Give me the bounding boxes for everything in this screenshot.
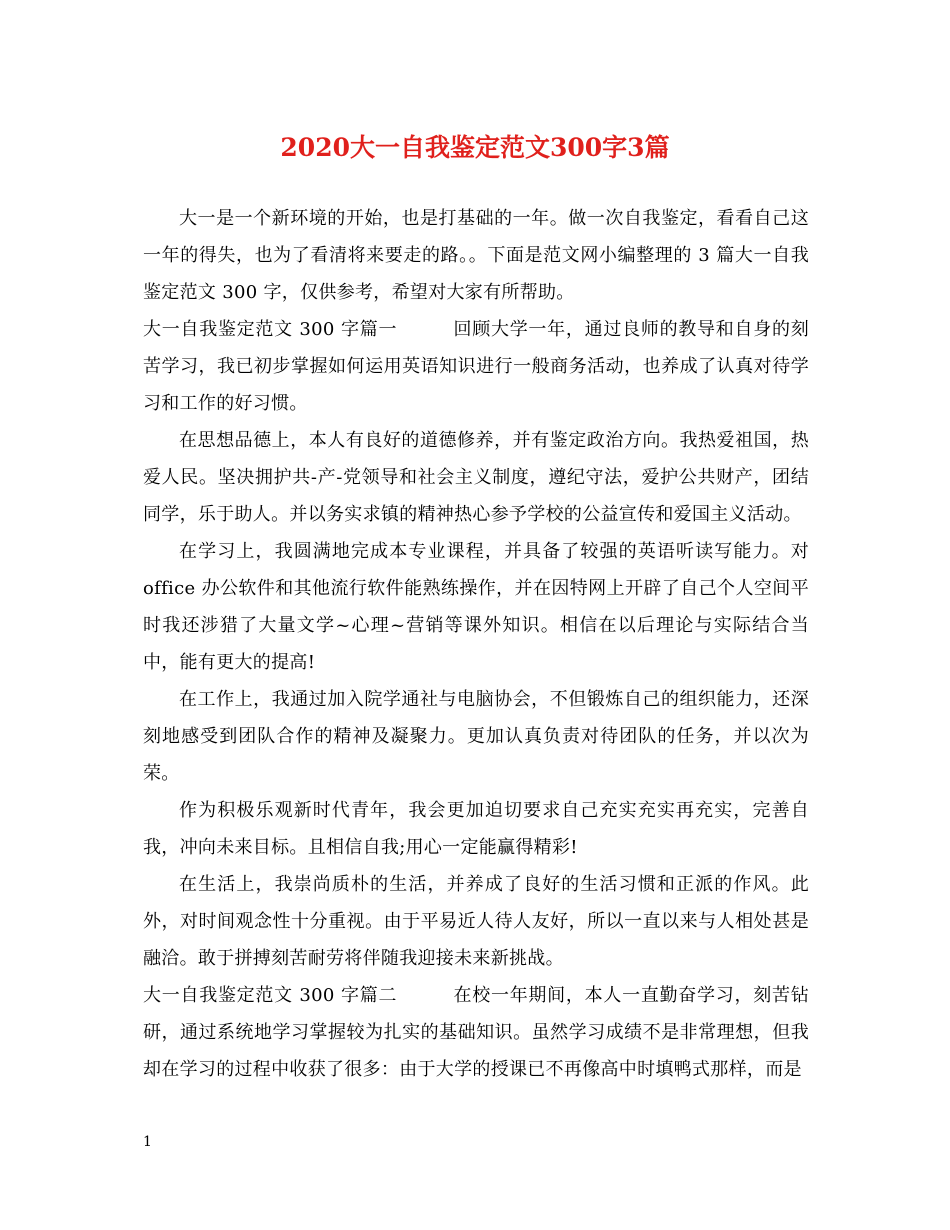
- paragraph-section-two-text: 在校一年期间，本人一直勤奋学习，刻苦钻研，通过系统地学习掌握较为扎实的基础知识。虽然学习成绩不是非常理想，但我却在学习的过程中收获了很多：由于大学的授课已不再像高中时填鸭式那样，而是: [143, 985, 810, 1080]
- section-gap: [397, 319, 453, 340]
- paragraph-study: 在学习上，我圆满地完成本专业课程，并具备了较强的英语听读写能力。对office 办公软件和其他流行软件能熟练操作，并在因特网上开辟了自己个人空间平时我还涉猎了大量文学~心理~营销等课外知识。相信在以后理论与实际结合当中，能有更大的提高!: [143, 541, 809, 673]
- paragraph-section-one: [143, 311, 809, 422]
- paragraph-youth: 作为积极乐观新时代青年，我会更加迫切要求自己充实充实再充实，完善自我，冲向未来目标。且相信自我;用心一定能赢得精彩!: [143, 800, 809, 858]
- section-gap: [397, 985, 453, 1006]
- paragraph-work: 在工作上，我通过加入院学通社与电脑协会，不但锻炼自己的组织能力，还深刻地感受到团队合作的精神及凝聚力。更加认真负责对待团队的任务，并以次为荣。: [143, 689, 809, 784]
- page-number: 1: [143, 1134, 152, 1150]
- section-heading-one: 大一自我鉴定范文 300 字篇一: [143, 319, 398, 340]
- paragraph-morality: 在思想品德上，本人有良好的道德修养，并有鉴定政治方向。我热爱祖国，热爱人民。坚决拥护共-产-党领导和社会主义制度，遵纪守法，爱护公共财产，团结同学，乐于助人。并以务实求镇的精神热心参予学校的公益宣传和爱国主义活动。: [143, 430, 809, 525]
- paragraph-life: 在生活上，我崇尚质朴的生活，并养成了良好的生活习惯和正派的作风。此外，对时间观念性十分重视。由于平易近人待人友好，所以一直以来与人相处甚是融洽。敢于拼搏刻苦耐劳将伴随我迎接未来新挑战。: [143, 874, 809, 969]
- document-title: 2020大一自我鉴定范文300字3篇: [280, 133, 670, 162]
- section-heading-two: 大一自我鉴定范文 300 字篇二: [143, 985, 398, 1006]
- paragraph-intro: 大一是一个新环境的开始，也是打基础的一年。做一次自我鉴定，看看自己这一年的得失，也为了看清将来要走的路。。下面是范文网小编整理的 3 篇大一自我鉴定范文 300 字，仅供参考，希望对大家有所帮助。: [143, 208, 809, 303]
- paragraph-section-one-text: 回顾大学一年，通过良师的教导和自身的刻苦学习，我已初步掌握如何运用英语知识进行一般商务活动，也养成了认真对待学习和工作的好习惯。: [143, 319, 810, 414]
- document-body: [143, 200, 809, 1088]
- paragraph-section-two: [143, 977, 809, 1088]
